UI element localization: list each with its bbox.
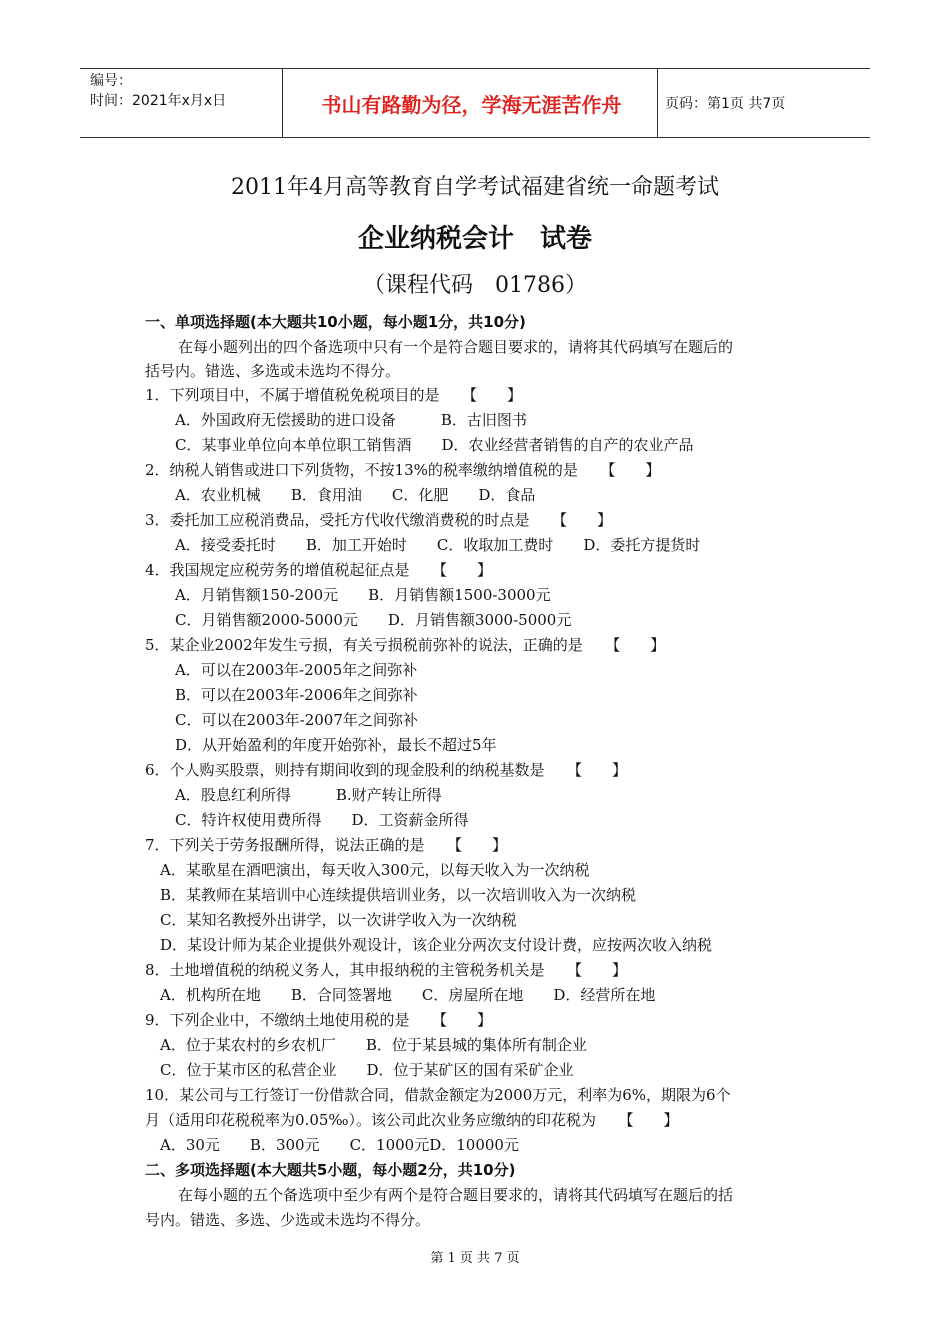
question-10-continued: 月（适用印花税税率为0.05‰）。该公司此次业务应缴纳的印花税为 【 】: [145, 1111, 679, 1129]
page-footer: 第 1 页 共 7 页: [430, 1251, 520, 1266]
question-2: 2．纳税人销售或进口下列货物，不按13%的税率缴纳增值税的是 【 】: [145, 461, 661, 479]
question-7-option: B．某教师在某培训中心连续提供培训业务，以一次培训收入为一次纳税: [160, 886, 637, 904]
question-2-options: A．农业机械 B．食用油 C．化肥 D．食品: [175, 486, 536, 504]
question-9-options: C．位于某市区的私营企业 D．位于某矿区的国有采矿企业: [160, 1061, 574, 1079]
section1-instruction: 在每小题列出的四个备选项中只有一个是符合题目要求的，请将其代码填写在题后的: [178, 338, 734, 356]
question-3-options: A．接受委托时 B．加工开始时 C．收取加工费时 D．委托方提货时: [175, 536, 701, 554]
question-4-options: C．月销售额2000-5000元 D．月销售额3000-5000元: [175, 611, 572, 629]
question-4-options: A．月销售额150-200元 B．月销售额1500-3000元: [175, 586, 551, 604]
date-line: 时间：2021年x月x日: [90, 93, 227, 109]
course-title: 企业纳税会计 试卷: [357, 224, 592, 254]
header-page-info: 页码：第1页 共7页: [665, 96, 786, 112]
question-4: 4．我国规定应税劳务的增值税起征点是 【 】: [145, 561, 493, 579]
question-5-option: C．可以在2003年-2007年之间弥补: [175, 711, 418, 729]
question-6-options: C．特许权使用费所得 D．工资薪金所得: [175, 811, 469, 829]
question-9-options: A．位于某农村的乡农机厂 B．位于某县城的集体所有制企业: [160, 1036, 587, 1054]
question-8-options: A．机构所在地 B．合同签署地 C．房屋所在地 D．经营所在地: [160, 986, 656, 1004]
question-1-options: A．外国政府无偿援助的进口设备 B．古旧图书: [175, 411, 527, 429]
question-7-option: C．某知名教授外出讲学，以一次讲学收入为一次纳税: [160, 911, 517, 929]
section2-instruction: 在每小题的五个备选项中至少有两个是符合题目要求的，请将其代码填写在题后的括: [178, 1186, 734, 1204]
question-10: 10．某公司与工行签订一份借款合同，借款金额定为2000万元，利率为6%，期限为6个: [145, 1086, 731, 1104]
section2-heading: 二、多项选择题(本大题共5小题，每小题2分，共10分): [145, 1161, 516, 1179]
serial-label: 编号：: [90, 73, 132, 89]
header-table: [80, 68, 870, 138]
question-6: 6．个人购买股票，则持有期间收到的现金股利的纳税基数是 【 】: [145, 761, 628, 779]
question-7: 7．下列关于劳务报酬所得，说法正确的是 【 】: [145, 836, 508, 854]
section1-instruction: 括号内。错选、多选或未选均不得分。: [145, 362, 401, 380]
question-1-options: C．某事业单位向本单位职工销售酒 D．农业经营者销售的自产的农业产品: [175, 436, 694, 454]
header-left-cell: [90, 71, 226, 111]
question-10-options: A．30元 B．300元 C．1000元D．10000元: [160, 1136, 519, 1154]
question-3: 3．委托加工应税消费品，受托方代收代缴消费税的时点是 【 】: [145, 511, 613, 529]
question-9: 9．下列企业中，不缴纳土地使用税的是 【 】: [145, 1011, 493, 1029]
exam-title: 2011年4月高等教育自学考试福建省统一命题考试: [231, 175, 719, 200]
question-6-options: A．股息红利所得 B.财产转让所得: [175, 786, 442, 804]
header-divider: [657, 69, 658, 137]
section2-instruction: 号内。错选、多选、少选或未选均不得分。: [145, 1211, 431, 1229]
question-5-option: A．可以在2003年-2005年之间弥补: [175, 661, 418, 679]
course-code: （课程代码 01786）: [363, 273, 587, 298]
question-1: 1．下列项目中，不属于增值税免税项目的是 【 】: [145, 386, 523, 404]
question-7-option: A．某歌星在酒吧演出，每天收入300元，以每天收入为一次纳税: [160, 861, 590, 879]
header-divider: [282, 69, 283, 137]
question-8: 8．土地增值税的纳税义务人，其申报纳税的主管税务机关是 【 】: [145, 961, 628, 979]
question-5-option: D．从开始盈利的年度开始弥补，最长不超过5年: [175, 736, 497, 754]
question-5: 5．某企业2002年发生亏损，有关亏损税前弥补的说法，正确的是 【 】: [145, 636, 666, 654]
question-7-option: D．某设计师为某企业提供外观设计，该企业分两次支付设计费，应按两次收入纳税: [160, 936, 713, 954]
header-motto: 书山有路勤为径，学海无涯苦作舟: [321, 92, 622, 117]
question-5-option: B．可以在2003年-2006年之间弥补: [175, 686, 418, 704]
section1-heading: 一、单项选择题(本大题共10小题，每小题1分，共10分): [145, 313, 526, 331]
